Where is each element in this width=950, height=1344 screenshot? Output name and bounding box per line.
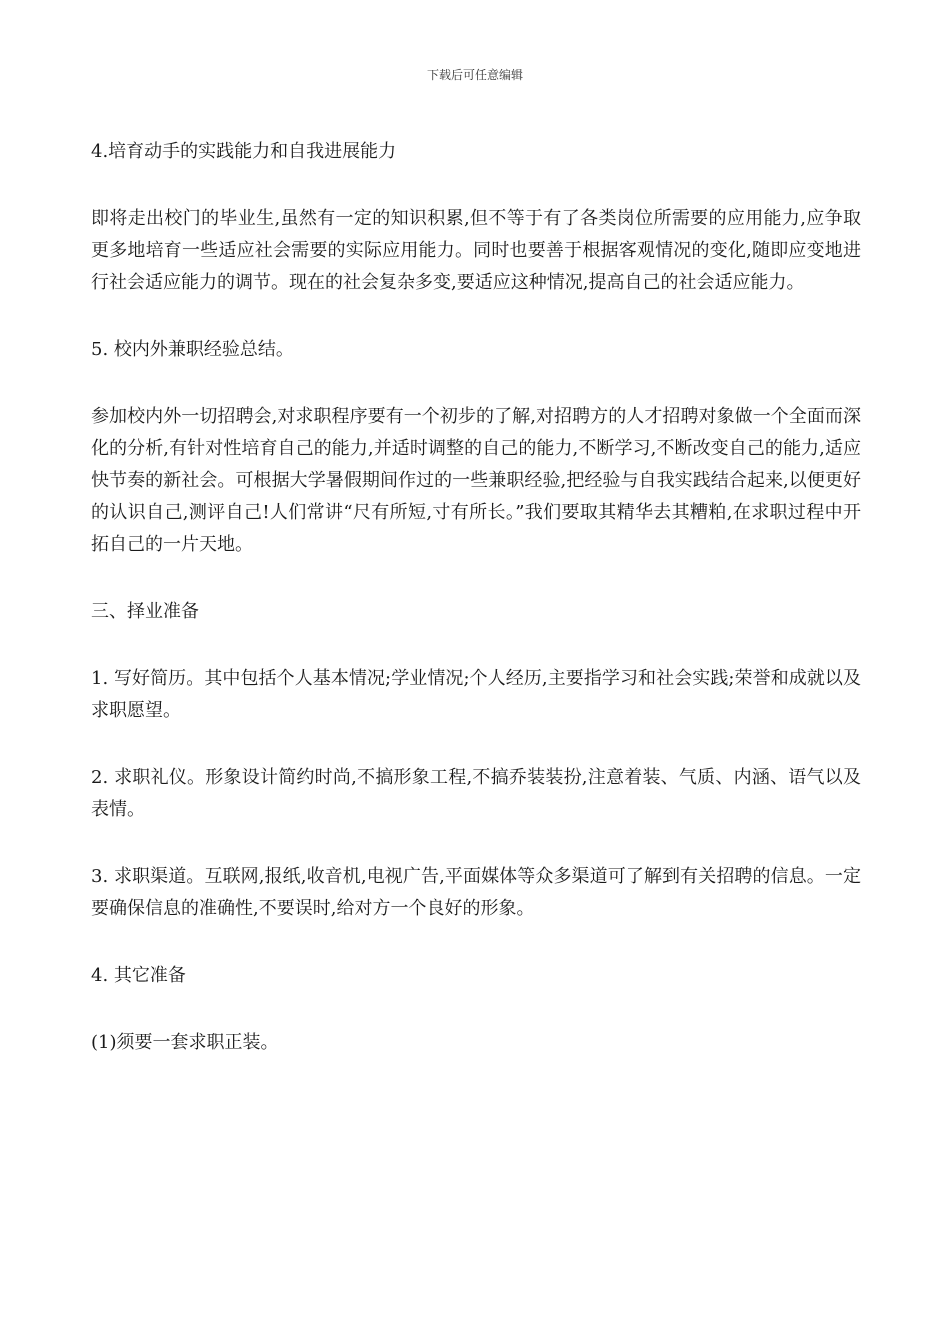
- document-body: [91, 136, 861, 1094]
- list-item-etiquette: 2. 求职礼仪。形象设计简约时尚,不搞形象工程,不搞乔装装扮,注意着装、气质、内涵、语气以及表情。: [91, 767, 861, 820]
- header-note: 下载后可任意编辑: [426, 68, 523, 82]
- list-item-resume: 1. 写好简历。其中包括个人基本情况;学业情况;个人经历,主要指学习和社会实践;荣誉和成就以及求职愿望。: [91, 668, 861, 721]
- section-heading-part-time-experience: 5. 校内外兼职经验总结。: [91, 339, 294, 360]
- paragraph-practice-ability: 即将走出校门的毕业生,虽然有一定的知识积累,但不等于有了各类岗位所需要的应用能力,应争取更多地培育一些适应社会需要的实际应用能力。同时也要善于根据客观情况的变化,随即应变地进行社会适应能力的调节。现在的社会复杂多变,要适应这种情况,提高自己的社会适应能力。: [91, 208, 861, 293]
- paragraph-part-time-experience: 参加校内外一切招聘会,对求职程序要有一个初步的了解,对招聘方的人才招聘对象做一个全面而深化的分析,有针对性培育自己的能力,并适时调整的自己的能力,不断学习,不断改变自己的能力,适应快节奏的新社会。可根据大学暑假期间作过的一些兼职经验,把经验与自我实践结合起来,以便更好的认识自己,测评自己!人们常讲“尺有所短,寸有所长。”我们要取其精华去其糟粕,在求职过程中开拓自己的一片天地。: [91, 406, 861, 555]
- sub-item-formal-suit: (1)须要一套求职正装。: [91, 1032, 279, 1053]
- list-item-other-preparation: 4. 其它准备: [91, 965, 186, 986]
- list-item-channels: 3. 求职渠道。互联网,报纸,收音机,电视广告,平面媒体等众多渠道可了解到有关招聘的信息。一定要确保信息的准确性,不要误时,给对方一个良好的形象。: [91, 866, 861, 919]
- section-heading-career-preparation: 三、择业准备: [91, 601, 199, 622]
- section-heading-practice-ability: 4.培育动手的实践能力和自我进展能力: [91, 141, 397, 162]
